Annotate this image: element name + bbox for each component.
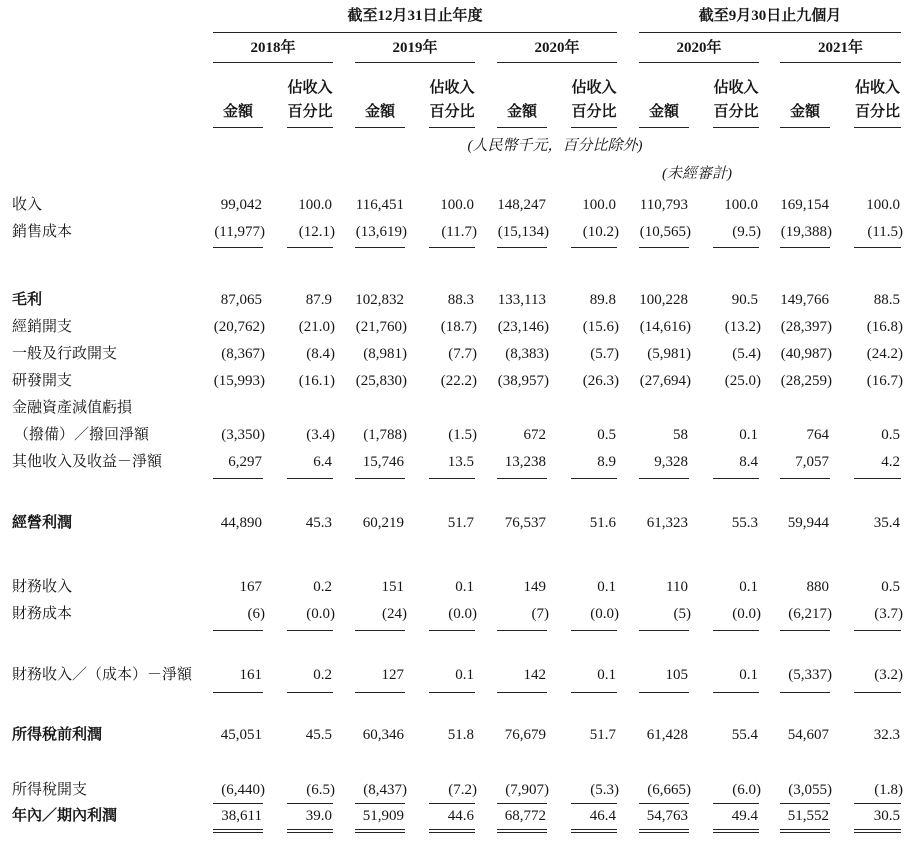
table-cell: 7,057: [795, 454, 829, 470]
table-cell: 133,113: [497, 292, 546, 308]
underline-rule: [287, 803, 333, 804]
table-cell: 100.0: [866, 197, 900, 213]
underline-rule: [854, 478, 901, 479]
underline-rule: [287, 247, 333, 248]
column-header-amount: 金額: [789, 104, 820, 120]
table-cell: 149,766: [780, 292, 829, 308]
table-cell: 90.5: [731, 292, 758, 308]
table-cell: 45,051: [220, 727, 262, 743]
table-cell: (26.3): [582, 373, 619, 389]
table-cell: (16.8): [866, 319, 903, 335]
table-cell: (6): [247, 606, 265, 622]
table-cell: 60,219: [362, 515, 404, 531]
table-cell: 61,428: [646, 727, 688, 743]
underline-rule: [429, 127, 475, 128]
table-cell: (15.6): [582, 319, 619, 335]
table-cell: (10.2): [582, 224, 619, 240]
unaudited-note: (未經審計): [662, 166, 732, 182]
table-cell: (8,981): [363, 346, 407, 362]
underline-rule: [213, 247, 263, 248]
underline-rule: [639, 127, 689, 128]
table-cell: 49.4: [731, 808, 758, 824]
underline-rule: [213, 630, 263, 631]
underline-rule: [571, 127, 617, 128]
underline-rule: [355, 247, 405, 248]
table-cell: 148,247: [497, 197, 546, 213]
underline-rule: [287, 692, 333, 693]
table-cell: 8.4: [739, 454, 758, 470]
table-cell: (28,397): [780, 319, 832, 335]
table-cell: 88.5: [873, 292, 900, 308]
row-label: 研發開支: [12, 373, 73, 389]
table-cell: 0.1: [739, 579, 758, 595]
table-cell: 102,832: [355, 292, 404, 308]
table-cell: (21,760): [355, 319, 407, 335]
column-header-pct-line1: 佔收入: [854, 80, 900, 96]
underline-rule: [854, 127, 901, 128]
table-cell: (7,907): [505, 782, 549, 798]
row-label: 其他收入及收益－淨額: [12, 454, 163, 470]
table-cell: (6.5): [306, 782, 335, 798]
underline-rule: [213, 127, 263, 128]
column-header-pct-line2: 百分比: [429, 104, 475, 120]
table-cell: 100.0: [298, 197, 332, 213]
underline-rule: [429, 630, 475, 631]
table-cell: 54,607: [787, 727, 829, 743]
underline-rule: [854, 829, 901, 830]
table-cell: 100.0: [582, 197, 616, 213]
table-cell: (23,146): [497, 319, 549, 335]
underline-rule: [854, 692, 901, 693]
table-cell: (6.0): [732, 782, 761, 798]
table-cell: 61,323: [646, 515, 688, 531]
table-cell: 110,793: [639, 197, 688, 213]
table-cell: 764: [806, 427, 829, 443]
table-cell: 0.5: [881, 579, 900, 595]
table-cell: (5.4): [732, 346, 761, 362]
underline-rule: [429, 692, 475, 693]
table-cell: 59,944: [787, 515, 829, 531]
table-cell: 149: [523, 579, 546, 595]
column-header-amount: 金額: [222, 104, 253, 120]
table-cell: 60,346: [362, 727, 404, 743]
underline-rule: [429, 247, 475, 248]
table-cell: (19,388): [780, 224, 832, 240]
underline-rule: [497, 829, 547, 830]
table-cell: 88.3: [447, 292, 474, 308]
table-cell: (7.7): [448, 346, 477, 362]
year-header: 2020年: [534, 40, 580, 56]
period-group-rule: [639, 32, 901, 33]
underline-rule: [780, 692, 830, 693]
year-rule: [213, 62, 333, 63]
table-cell: 55.3: [731, 515, 758, 531]
underline-rule: [571, 829, 617, 830]
underline-rule: [571, 247, 617, 248]
table-cell: (28,259): [780, 373, 832, 389]
table-cell: (3.7): [874, 606, 903, 622]
row-label: 財務收入: [12, 579, 73, 595]
table-cell: (15,993): [213, 373, 265, 389]
table-cell: (0.0): [732, 606, 761, 622]
table-cell: (40,987): [780, 346, 832, 362]
table-cell: (13.2): [724, 319, 761, 335]
table-cell: 51.7: [589, 727, 616, 743]
table-cell: 13,238: [504, 454, 546, 470]
year-header: 2021年: [817, 40, 863, 56]
underline-rule: [497, 803, 547, 804]
table-cell: 45.3: [305, 515, 332, 531]
underline-rule: [571, 692, 617, 693]
underline-rule: [639, 478, 689, 479]
underline-rule: [713, 127, 759, 128]
column-header-amount: 金額: [506, 104, 537, 120]
table-cell: 39.0: [305, 808, 332, 824]
underline-rule: [780, 803, 830, 804]
underline-rule: [429, 832, 475, 833]
table-cell: (11.7): [441, 224, 477, 240]
table-cell: 6,297: [228, 454, 262, 470]
table-cell: (18.7): [440, 319, 477, 335]
underline-rule: [854, 803, 901, 804]
table-cell: 35.4: [873, 515, 900, 531]
row-label: （撥備）／撥回淨額: [14, 427, 150, 443]
underline-rule: [713, 832, 759, 833]
underline-rule: [639, 630, 689, 631]
underline-rule: [355, 630, 405, 631]
table-cell: 51,552: [787, 808, 829, 824]
table-cell: 672: [523, 427, 546, 443]
table-cell: 68,772: [504, 808, 546, 824]
table-cell: 0.5: [881, 427, 900, 443]
underline-rule: [639, 247, 689, 248]
column-header-pct-line2: 百分比: [713, 104, 759, 120]
table-cell: 880: [806, 579, 829, 595]
table-cell: (0.0): [590, 606, 619, 622]
column-header-pct-line2: 百分比: [854, 104, 900, 120]
underline-rule: [355, 692, 405, 693]
table-cell: 0.1: [739, 667, 758, 683]
period-group-fiscal-year: 截至12月31日止年度: [347, 8, 483, 24]
underline-rule: [713, 247, 759, 248]
column-header-pct-line2: 百分比: [571, 104, 617, 120]
underline-rule: [713, 829, 759, 830]
table-cell: 0.1: [455, 579, 474, 595]
underline-rule: [571, 478, 617, 479]
table-cell: 9,328: [654, 454, 688, 470]
table-cell: 100.0: [724, 197, 758, 213]
table-cell: (0.0): [448, 606, 477, 622]
table-cell: 161: [239, 667, 262, 683]
table-cell: (22.2): [440, 373, 477, 389]
row-label: 銷售成本: [12, 224, 73, 240]
table-cell: (20,762): [213, 319, 265, 335]
column-header-amount: 金額: [648, 104, 679, 120]
underline-rule: [713, 478, 759, 479]
row-label: 經銷開支: [12, 319, 73, 335]
column-header-pct-line1: 佔收入: [713, 80, 759, 96]
year-rule: [780, 62, 901, 63]
row-label: 金融資產減值虧損: [12, 400, 133, 416]
table-cell: 0.1: [597, 667, 616, 683]
row-label: 財務收入／（成本）－淨額: [12, 667, 193, 683]
table-cell: 127: [381, 667, 404, 683]
table-cell: 167: [239, 579, 262, 595]
underline-rule: [213, 829, 263, 830]
table-cell: 30.5: [873, 808, 900, 824]
table-cell: (8,383): [505, 346, 549, 362]
table-cell: 51.6: [589, 515, 616, 531]
table-cell: 100,228: [639, 292, 688, 308]
table-cell: (6,440): [221, 782, 265, 798]
table-cell: 110: [666, 579, 688, 595]
table-cell: 87,065: [220, 292, 262, 308]
table-cell: (8,437): [363, 782, 407, 798]
column-header-pct-line2: 百分比: [287, 104, 333, 120]
table-cell: 142: [523, 667, 546, 683]
row-label: 年內／期內利潤: [12, 808, 118, 824]
table-cell: (5.7): [590, 346, 619, 362]
table-cell: 58: [673, 427, 688, 443]
table-cell: (25,830): [355, 373, 407, 389]
table-cell: (0.0): [306, 606, 335, 622]
table-cell: (3.2): [874, 667, 903, 683]
table-cell: (12.1): [298, 224, 335, 240]
column-header-pct-line1: 佔收入: [287, 80, 333, 96]
column-header-amount: 金額: [364, 104, 395, 120]
underline-rule: [497, 692, 547, 693]
table-cell: 99,042: [220, 197, 262, 213]
table-cell: 4.2: [881, 454, 900, 470]
table-cell: (6,665): [647, 782, 691, 798]
table-cell: 51.8: [447, 727, 474, 743]
table-cell: 76,679: [504, 727, 546, 743]
year-rule: [497, 62, 617, 63]
unit-note: (人民幣千元，百分比除外): [467, 138, 643, 154]
table-cell: 44.6: [447, 808, 474, 824]
table-cell: (3.4): [306, 427, 335, 443]
table-cell: (3,055): [788, 782, 832, 798]
table-cell: (8,367): [221, 346, 265, 362]
underline-rule: [213, 478, 263, 479]
underline-rule: [355, 127, 405, 128]
underline-rule: [287, 829, 333, 830]
table-cell: (1.8): [874, 782, 903, 798]
column-header-pct-line1: 佔收入: [429, 80, 475, 96]
table-cell: 32.3: [873, 727, 900, 743]
underline-rule: [287, 127, 333, 128]
table-cell: 105: [665, 667, 688, 683]
table-cell: 0.1: [739, 427, 758, 443]
row-label: 毛利: [12, 292, 43, 308]
underline-rule: [287, 630, 333, 631]
table-cell: (3,350): [221, 427, 265, 443]
table-cell: (9.5): [732, 224, 761, 240]
table-cell: (13,619): [355, 224, 407, 240]
table-cell: (5): [673, 606, 691, 622]
underline-rule: [571, 832, 617, 833]
underline-rule: [780, 127, 830, 128]
underline-rule: [497, 832, 547, 833]
table-cell: 45.5: [305, 727, 332, 743]
table-cell: 89.8: [589, 292, 616, 308]
period-group-rule: [213, 32, 617, 33]
table-cell: (10,565): [639, 224, 691, 240]
underline-rule: [497, 247, 547, 248]
underline-rule: [639, 803, 689, 804]
underline-rule: [429, 829, 475, 830]
underline-rule: [854, 247, 901, 248]
table-cell: 0.2: [313, 579, 332, 595]
table-cell: (15,134): [497, 224, 549, 240]
table-cell: 87.9: [305, 292, 332, 308]
row-label: 財務成本: [12, 606, 73, 622]
underline-rule: [355, 478, 405, 479]
underline-rule: [713, 692, 759, 693]
underline-rule: [639, 832, 689, 833]
table-cell: (1.5): [448, 427, 477, 443]
table-cell: 151: [381, 579, 404, 595]
underline-rule: [287, 478, 333, 479]
table-cell: (24): [382, 606, 407, 622]
year-header: 2020年: [676, 40, 722, 56]
underline-rule: [213, 692, 263, 693]
underline-rule: [780, 829, 830, 830]
underline-rule: [497, 478, 547, 479]
row-label: 經營利潤: [12, 515, 73, 531]
table-cell: 6.4: [313, 454, 332, 470]
table-cell: 100.0: [440, 197, 474, 213]
underline-rule: [497, 630, 547, 631]
table-cell: 0.5: [597, 427, 616, 443]
table-cell: (25.0): [724, 373, 761, 389]
table-cell: 55.4: [731, 727, 758, 743]
row-label: 一般及行政開支: [12, 346, 118, 362]
table-cell: (14,616): [639, 319, 691, 335]
underline-rule: [355, 829, 405, 830]
underline-rule: [780, 630, 830, 631]
table-cell: 76,537: [504, 515, 546, 531]
table-cell: (16.7): [866, 373, 903, 389]
underline-rule: [854, 630, 901, 631]
table-cell: 13.5: [447, 454, 474, 470]
underline-rule: [355, 803, 405, 804]
table-cell: (38,957): [497, 373, 549, 389]
underline-rule: [639, 829, 689, 830]
period-group-nine-months: 截至9月30日止九個月: [698, 8, 842, 24]
underline-rule: [780, 478, 830, 479]
table-cell: 8.9: [597, 454, 616, 470]
underline-rule: [571, 630, 617, 631]
year-rule: [639, 62, 759, 63]
underline-rule: [854, 832, 901, 833]
year-rule: [355, 62, 475, 63]
table-cell: 0.1: [597, 579, 616, 595]
column-header-pct-line1: 佔收入: [571, 80, 617, 96]
table-cell: 169,154: [780, 197, 829, 213]
underline-rule: [571, 803, 617, 804]
table-cell: 0.1: [455, 667, 474, 683]
table-cell: 0.2: [313, 667, 332, 683]
row-label: 收入: [12, 197, 43, 213]
underline-rule: [355, 832, 405, 833]
table-cell: (5.3): [590, 782, 619, 798]
table-cell: (8.4): [306, 346, 335, 362]
underline-rule: [780, 832, 830, 833]
table-cell: (11,977): [214, 224, 265, 240]
underline-rule: [429, 478, 475, 479]
table-cell: (1,788): [363, 427, 407, 443]
table-cell: 54,763: [646, 808, 688, 824]
table-cell: (16.1): [298, 373, 335, 389]
table-cell: (21.0): [298, 319, 335, 335]
table-cell: 51,909: [362, 808, 404, 824]
table-cell: 46.4: [589, 808, 616, 824]
year-header: 2018年: [250, 40, 296, 56]
table-cell: (6,217): [788, 606, 832, 622]
underline-rule: [780, 247, 830, 248]
underline-rule: [429, 803, 475, 804]
underline-rule: [713, 803, 759, 804]
row-label: 所得稅開支: [12, 782, 88, 798]
underline-rule: [213, 832, 263, 833]
table-cell: (7): [531, 606, 549, 622]
table-cell: 116,451: [355, 197, 404, 213]
underline-rule: [713, 630, 759, 631]
underline-rule: [213, 803, 263, 804]
table-cell: 38,611: [221, 808, 262, 824]
table-cell: (24.2): [866, 346, 903, 362]
table-cell: 51.7: [447, 515, 474, 531]
table-cell: (5,337): [788, 667, 832, 683]
underline-rule: [639, 692, 689, 693]
table-cell: (27,694): [639, 373, 691, 389]
underline-rule: [287, 832, 333, 833]
table-cell: 44,890: [220, 515, 262, 531]
table-cell: 15,746: [362, 454, 404, 470]
underline-rule: [497, 127, 547, 128]
year-header: 2019年: [392, 40, 438, 56]
table-cell: (11.5): [867, 224, 903, 240]
row-label: 所得稅前利潤: [12, 727, 103, 743]
table-cell: (5,981): [647, 346, 691, 362]
table-cell: (7.2): [448, 782, 477, 798]
